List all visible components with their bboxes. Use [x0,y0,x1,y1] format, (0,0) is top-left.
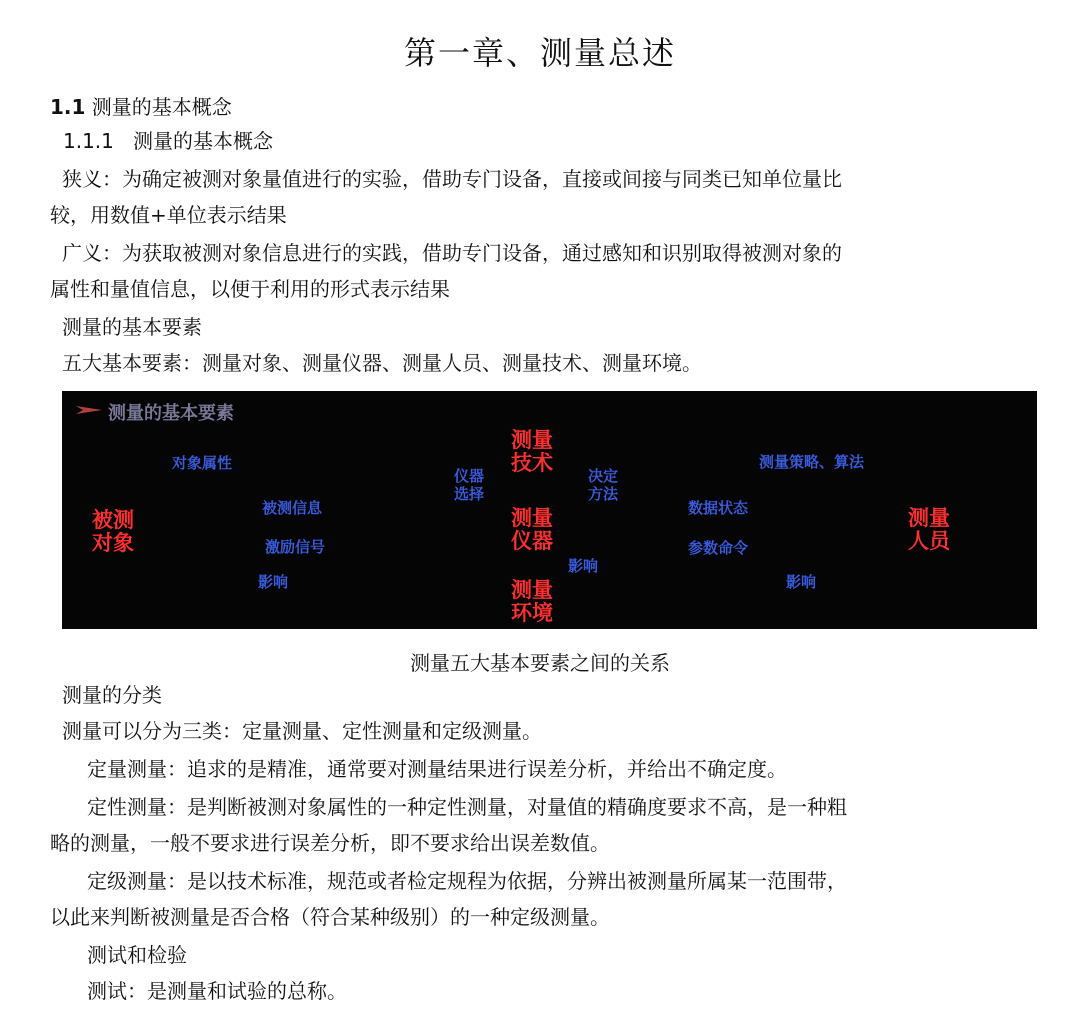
label-excitation-signal: 激励信号 [265,538,326,556]
label-parameter-command: 参数命令 [688,539,749,557]
label-environment: 测量 环境 [511,578,553,625]
label-instrument-selection: 仪器 选择 [454,467,485,503]
narrow-definition-line-1: 狭义：为确定被测对象量值进行的实验，借助专门设备，直接或间接与同类已知单位量比 [62,167,842,191]
arrow-icon [76,403,102,417]
classification-intro: 测量可以分为三类：定量测量、定性测量和定级测量。 [62,719,542,743]
elements-diagram [62,391,1037,629]
label-measured-info: 被测信息 [262,499,323,517]
label-technique: 测量 技术 [511,428,553,475]
testing-heading: 测试和检验 [87,943,187,967]
label-instrument: 测量 仪器 [511,506,553,553]
label-decide-method: 决定 方法 [588,467,619,503]
qualitative-measurement-line-2: 略的测量，一般不要求进行误差分析，即不要求给出误差数值。 [50,831,610,855]
section-number: 1.1 [50,95,86,119]
quantitative-measurement: 定量测量：追求的是精准，通常要对测量结果进行误差分析，并给出不确定度。 [87,757,787,781]
subsection-number: 1.1.1 [63,129,114,153]
label-influence-center: 影响 [568,557,599,575]
broad-definition-line-1: 广义：为获取被测对象信息进行的实践，借助专门设备，通过感知和识别取得被测对象的 [62,241,842,265]
elements-heading: 测量的基本要素 [62,315,202,339]
chapter-title: 第一章、测量总述 [403,34,676,72]
figure-caption: 测量五大基本要素之间的关系 [410,651,670,675]
elements-list: 五大基本要素：测量对象、测量仪器、测量人员、测量技术、测量环境。 [62,351,702,375]
subsection-heading [63,129,273,153]
classification-heading: 测量的分类 [62,683,162,707]
label-personnel: 测量 人员 [908,506,950,553]
broad-definition-line-2: 属性和量值信息，以便于利用的形式表示结果 [50,277,450,301]
section-title: 测量的基本概念 [91,95,232,119]
grading-measurement-line-1: 定级测量：是以技术标准，规范或者检定规程为依据，分辨出被测量所属某一范围带， [87,869,847,893]
qualitative-measurement-line-1: 定性测量：是判断被测对象属性的一种定性测量，对量值的精确度要求不高，是一种粗 [87,795,847,819]
label-influence-left: 影响 [258,573,289,591]
subsection-title: 测量的基本概念 [132,129,273,153]
testing-definition: 测试：是测量和试验的总称。 [87,979,347,1003]
label-data-status: 数据状态 [688,499,749,517]
diagram-title: 测量的基本要素 [108,403,234,424]
grading-measurement-line-2: 以此来判断被测量是否合格（符合某种级别）的一种定级测量。 [50,905,610,929]
label-strategy-algorithm: 测量策略、算法 [759,453,865,471]
label-object: 被测 对象 [92,508,134,555]
label-influence-right: 影响 [786,573,817,591]
section-heading [50,95,232,119]
label-object-attributes: 对象属性 [172,454,233,472]
narrow-definition-line-2: 较，用数值+单位表示结果 [50,203,287,227]
